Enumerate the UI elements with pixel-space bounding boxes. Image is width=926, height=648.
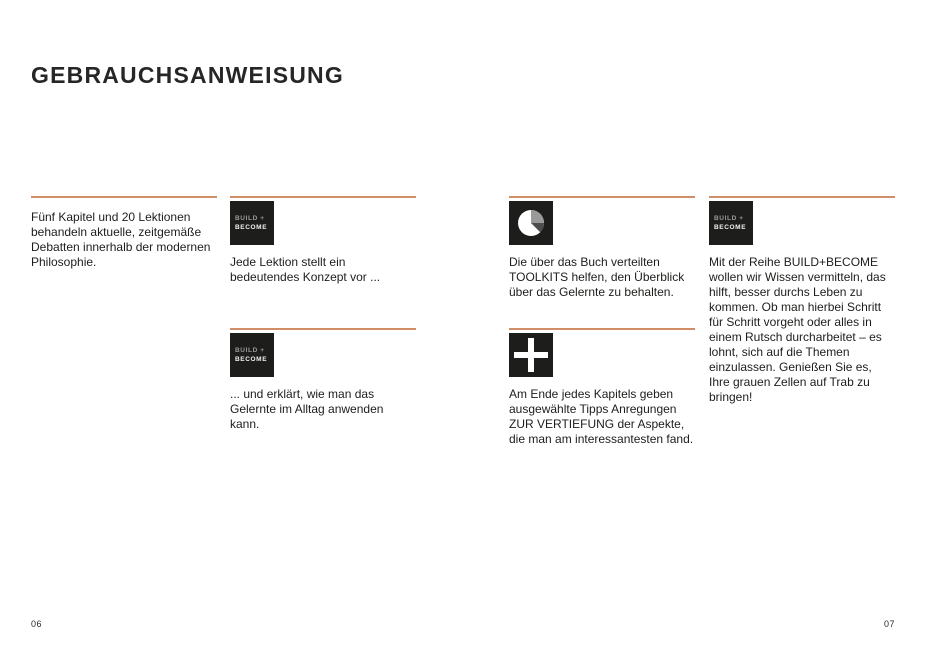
body-text: Jede Lektion stellt ein bedeutendes Konzept vor ... — [230, 255, 381, 284]
page-number-right: 07 — [883, 619, 895, 629]
accent-rule — [709, 196, 895, 198]
series-outro-block — [709, 196, 895, 405]
logo-line-build: BUILD + — [235, 215, 265, 222]
body-text: ... und erklärt, wie man das Gelernte im Alltag anwenden kann. — [230, 387, 384, 431]
build-become-logo-icon — [709, 201, 753, 245]
logo-line-become: BECOME — [714, 224, 747, 231]
accent-rule — [509, 328, 695, 330]
logo-line-become: BECOME — [235, 224, 268, 231]
body-text: Die über das Buch verteilten TOOLKITS helfen, den Überblick über das Gelernte zu behalten. — [509, 255, 685, 299]
toolkits-block — [509, 196, 695, 300]
intro-block — [31, 196, 217, 270]
accent-rule — [230, 196, 416, 198]
body-text: Fünf Kapitel und 20 Lektionen behandeln aktuelle, zeitgemäße Debatten innerhalb der modernen Philosophie. — [31, 210, 211, 269]
logo-line-build: BUILD + — [235, 347, 265, 354]
body-text: Am Ende jedes Kapitels geben ausgewählte Tipps Anregungen ZUR VERTIEFUNG der Aspekte, die man am interessantesten fand. — [509, 387, 694, 446]
accent-rule — [31, 196, 217, 198]
build-become-logo-icon — [230, 333, 274, 377]
logo-line-become: BECOME — [235, 356, 268, 363]
page-number-left: 06 — [31, 619, 43, 629]
lesson-apply-block — [230, 328, 416, 432]
body-text: Mit der Reihe BUILD+BECOME wollen wir Wissen vermitteln, das hilft, besser durchs Leben zu kommen. Ob man hierbei Schritt für Schritt vorgeht oder alles in einem Rutsch durcharbeitet – es lohnt, sich auf die Themen einzulassen. Genießen Sie es, Ihre grauen Zellen auf Trab zu bringen! — [709, 255, 886, 404]
pie-chart-icon — [509, 201, 553, 245]
tips-block — [509, 328, 695, 447]
accent-rule — [509, 196, 695, 198]
plus-icon — [509, 333, 553, 377]
build-become-logo-icon — [230, 201, 274, 245]
logo-line-build: BUILD + — [714, 215, 744, 222]
lesson-concept-block — [230, 196, 416, 285]
accent-rule — [230, 328, 416, 330]
page-title: GEBRAUCHSANWEISUNG — [31, 62, 344, 88]
